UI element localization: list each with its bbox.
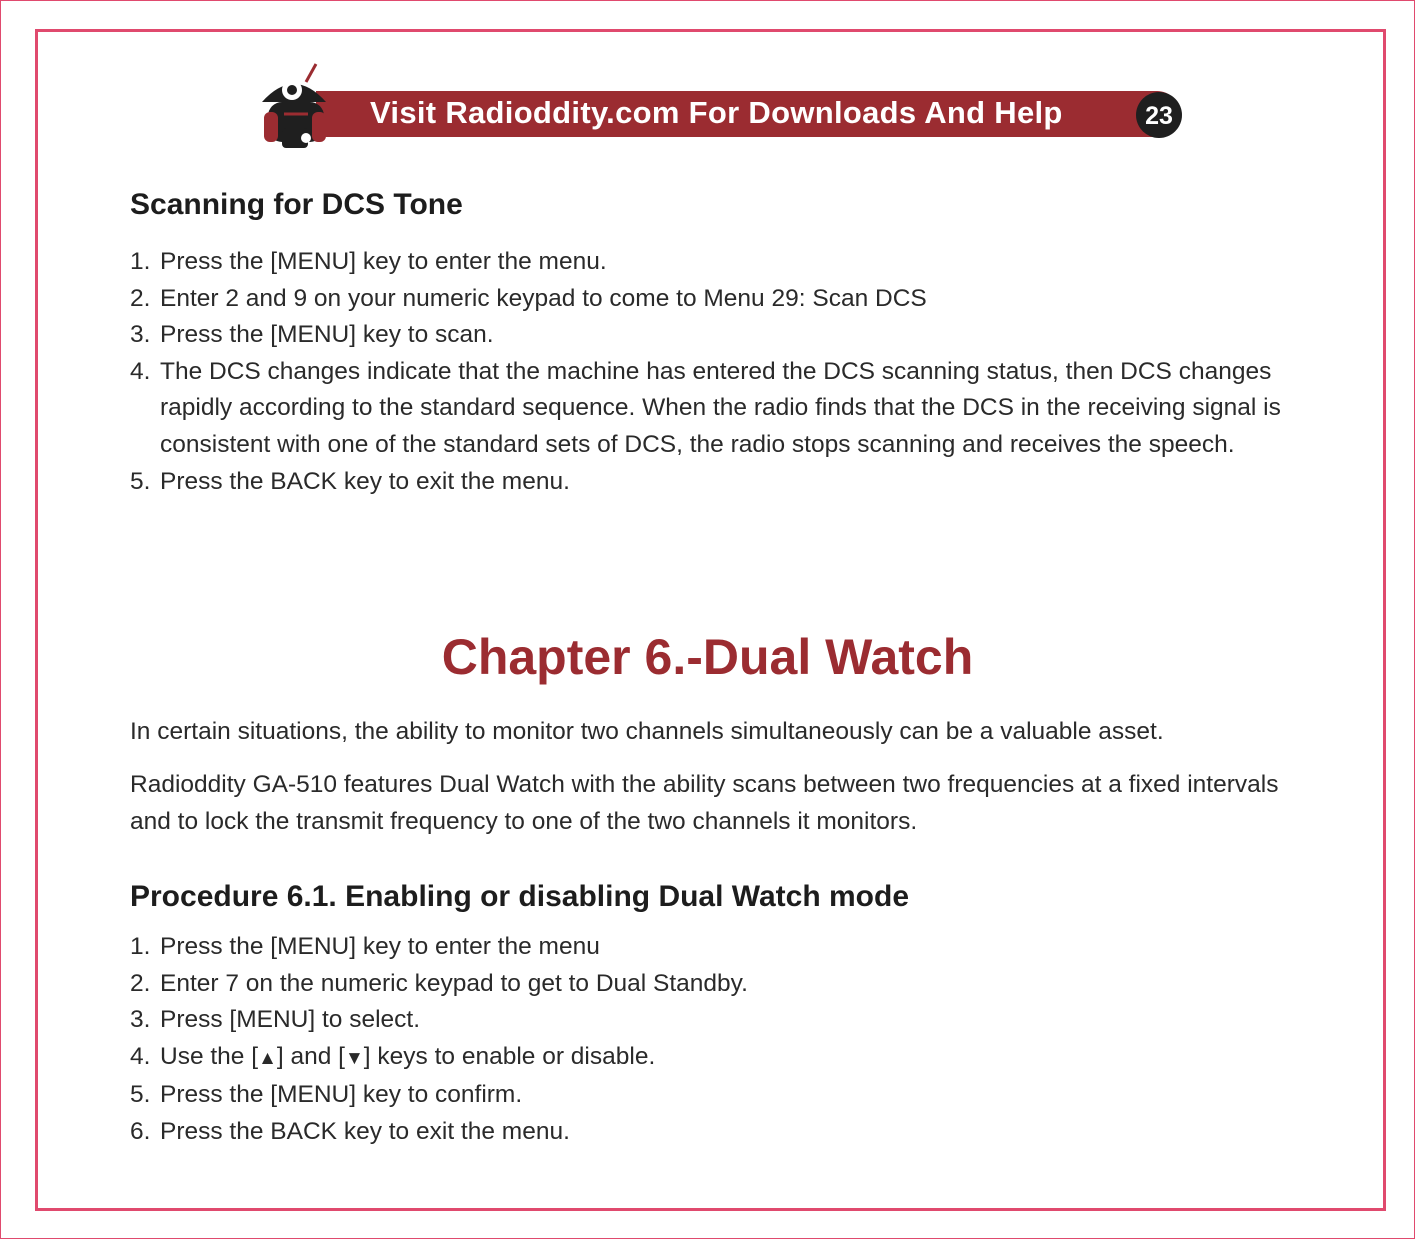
section-title-scanning-dcs: Scanning for DCS Tone bbox=[130, 188, 463, 221]
list-item: 2. Enter 7 on the numeric keypad to get to Dual Standby. bbox=[130, 969, 748, 997]
chapter-intro-paragraph: In certain situations, the ability to monitor two channels simultaneously can be a valuable asset. bbox=[130, 718, 1164, 745]
banner-text: Visit Radioddity.com For Downloads And Help bbox=[370, 95, 1063, 130]
scanning-dcs-steps bbox=[130, 244, 1310, 500]
list-item: 3. Press the [MENU] key to scan. bbox=[130, 321, 494, 349]
list-item: 4. The DCS changes indicate that the machine has entered the DCS scanning status, then DCS changes rapidly according to the standard sequence. When the radio finds that the DCS in the receiving signal is consistent with one of the standard sets of DCS, the radio stops scanning and receives the speech. bbox=[130, 357, 1281, 458]
procedure-title: Procedure 6.1. Enabling or disabling Dual Watch mode bbox=[130, 880, 910, 913]
list-item: 6. Press the BACK key to exit the menu. bbox=[130, 1117, 570, 1145]
list-item: 5. Press the BACK key to exit the menu. bbox=[130, 467, 570, 495]
list-item: 3. Press [MENU] to select. bbox=[130, 1006, 421, 1034]
up-arrow-icon: ▲ bbox=[258, 1047, 277, 1069]
list-item: 4. Use the [▲] and [▼] keys to enable or disable. bbox=[130, 1042, 656, 1070]
list-item: 2. Enter 2 and 9 on your numeric keypad to come to Menu 29: Scan DCS bbox=[130, 284, 927, 312]
page-number-badge: 23 bbox=[1136, 92, 1182, 138]
chapter-title: Chapter 6.-Dual Watch bbox=[441, 629, 974, 685]
chapter-feature-paragraph: Radioddity GA-510 features Dual Watch with the ability scans between two frequencies at a fixed intervals and to lock the transmit frequency to one of the two channels it monitors. bbox=[130, 771, 1279, 835]
radioddity-robot-mascot-icon bbox=[254, 62, 338, 152]
list-item: 1. Press the [MENU] key to enter the menu bbox=[130, 933, 600, 960]
list-item: 5. Press the [MENU] key to confirm. bbox=[130, 1081, 523, 1109]
down-arrow-icon: ▼ bbox=[344, 1047, 364, 1069]
header-banner bbox=[316, 91, 1180, 137]
procedure-steps bbox=[130, 929, 1310, 1151]
list-item: 1. Press the [MENU] key to enter the menu. bbox=[130, 248, 607, 275]
